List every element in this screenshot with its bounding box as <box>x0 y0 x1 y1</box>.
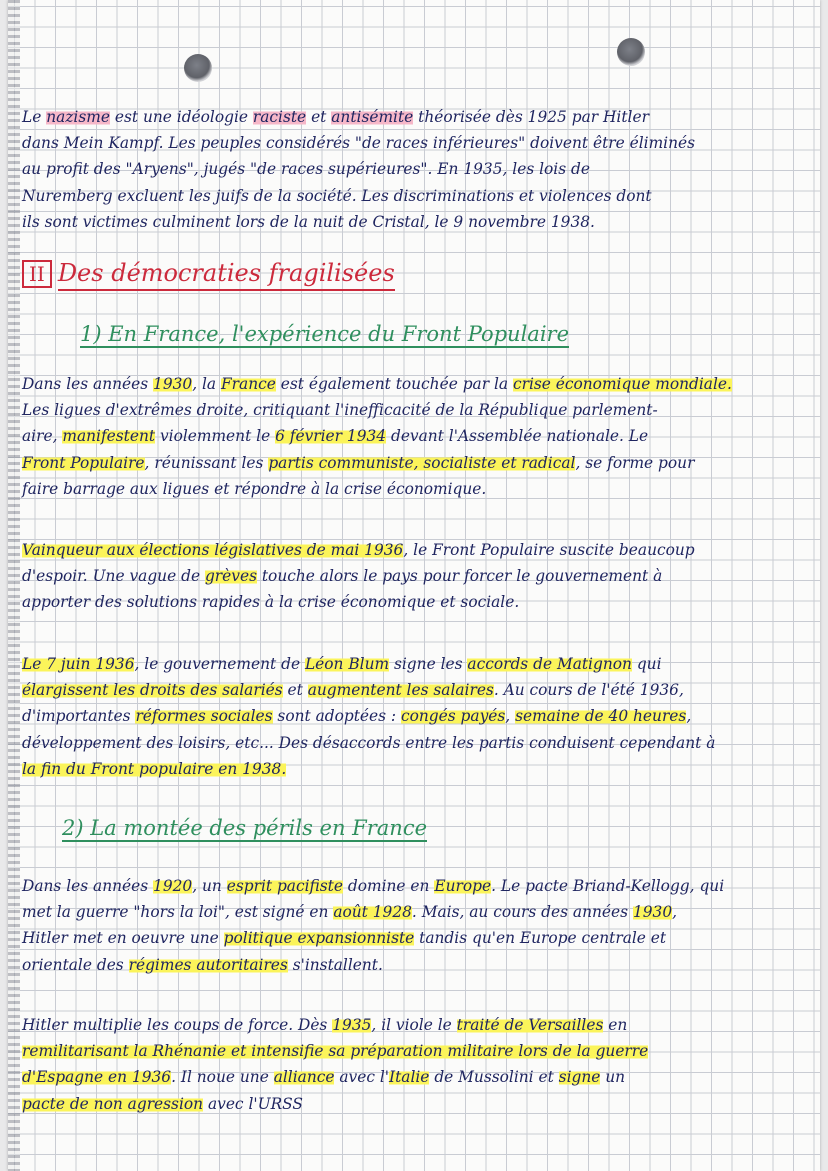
text-run: . Au cours de l'été 1936, <box>493 681 684 700</box>
yellow-highlight: 1920 <box>153 877 193 895</box>
yellow-highlight: Le 7 juin 1936 <box>22 655 135 673</box>
yellow-highlight: traité de Versailles <box>456 1016 604 1034</box>
text-line <box>22 925 724 951</box>
text-run: , il viole le <box>371 1016 457 1034</box>
yellow-highlight: esprit pacifiste <box>226 877 343 895</box>
text-run: ils sont victimes culminent lors de la nuit de Cristal, le 9 novembre 1938. <box>22 212 595 231</box>
text-line <box>22 450 732 476</box>
text-run: Le <box>22 108 47 126</box>
yellow-highlight: Front Populaire <box>22 453 145 472</box>
text-line <box>22 952 724 978</box>
text-line <box>22 873 724 899</box>
text-line <box>22 476 732 502</box>
yellow-highlight: augmentent les salaires <box>307 681 494 700</box>
text-run: Hitler met en oeuvre une <box>22 929 224 948</box>
text-line <box>22 563 695 589</box>
text-run: et <box>306 108 332 126</box>
yellow-highlight: la fin du Front populaire en 1938. <box>22 759 287 778</box>
text-line <box>22 677 715 703</box>
text-line <box>22 730 715 756</box>
pink-highlight: raciste <box>252 108 307 126</box>
yellow-highlight: semaine de 40 heures <box>515 707 687 726</box>
text-run: . Le pacte Briand-Kellogg, qui <box>491 877 725 895</box>
text-run: Hitler multiplie les coups de force. Dès <box>22 1016 333 1034</box>
text-run: développement des loisirs, etc... Des désaccords entre les partis conduisent cependant à <box>22 733 716 752</box>
text-run: faire barrage aux ligues et répondre à la crise économique. <box>22 479 487 498</box>
section-1-paragraph-3 <box>22 651 715 782</box>
text-run: tandis qu'en Europe centrale et <box>414 929 667 948</box>
yellow-highlight: d'Espagne en 1936 <box>22 1068 172 1087</box>
intro-paragraph <box>22 104 695 235</box>
text-line <box>22 1038 648 1064</box>
text-run: domine en <box>342 877 435 895</box>
text-run: Les ligues d'extrêmes droite, critiquant l'inefficacité de la République parlement- <box>22 401 658 420</box>
text-run: Dans les années <box>22 375 154 393</box>
section-1-paragraph-1 <box>22 371 732 502</box>
yellow-highlight: pacte de non agression <box>22 1094 204 1113</box>
yellow-highlight: Vainqueur aux élections législatives de mai 1936 <box>22 541 404 559</box>
section-2-paragraph-2 <box>22 1012 648 1117</box>
text-run: violemment le <box>155 427 276 446</box>
text-run: théorisée dès 1925 par Hitler <box>413 108 649 126</box>
text-run: sont adoptées : <box>272 707 401 726</box>
yellow-highlight: manifestent <box>62 427 156 446</box>
text-run: , la <box>192 375 221 393</box>
text-run: , le Front Populaire suscite beaucoup <box>403 541 695 559</box>
text-run: apporter des solutions rapides à la crise économique et sociale. <box>22 593 520 612</box>
page-content <box>8 0 820 1171</box>
text-run: signe les <box>389 655 468 673</box>
yellow-highlight: 1930 <box>632 903 673 922</box>
text-run: . Il noue une <box>171 1068 274 1087</box>
text-line <box>22 1064 648 1090</box>
yellow-highlight: réformes sociales <box>135 707 273 726</box>
text-run: , <box>505 707 516 726</box>
text-run: , réunissant les <box>144 453 269 472</box>
text-line <box>22 1012 648 1038</box>
section-1-heading <box>80 320 569 348</box>
text-line <box>22 130 695 156</box>
yellow-highlight: élargissent les droits des salariés <box>22 681 283 700</box>
notebook-page <box>8 0 820 1171</box>
text-run: qui <box>631 655 662 673</box>
yellow-highlight: Léon Blum <box>304 655 390 673</box>
yellow-highlight: partis communiste, socialiste et radical <box>268 453 576 472</box>
text-run: met la guerre "hors la loi", est signé en <box>22 903 334 922</box>
text-line <box>22 589 695 615</box>
yellow-highlight: Europe <box>434 877 492 895</box>
section-1-paragraph-2 <box>22 537 695 616</box>
text-run: avec l' <box>334 1068 390 1087</box>
yellow-highlight: accords de Matignon <box>467 655 632 673</box>
text-run: , un <box>192 877 227 895</box>
text-run: , <box>672 903 678 922</box>
text-run: est également touchée par la <box>275 375 513 393</box>
text-run: en <box>603 1016 628 1034</box>
text-line <box>22 651 715 677</box>
text-run: au profit des "Aryens", jugés "de races supérieures". En 1935, les lois de <box>22 160 590 179</box>
text-run: s'installent. <box>287 955 383 974</box>
yellow-highlight: 6 février 1934 <box>275 427 387 446</box>
text-run: et <box>282 681 308 700</box>
yellow-highlight: alliance <box>273 1068 335 1087</box>
text-line <box>22 104 695 130</box>
text-line <box>22 183 695 209</box>
text-run: , se forme pour <box>575 453 695 472</box>
text-line <box>22 397 732 423</box>
text-run: avec l'URSS <box>203 1094 303 1113</box>
yellow-highlight: régimes autoritaires <box>128 955 288 974</box>
text-line <box>22 756 715 782</box>
part-title: Des démocraties fragilisées <box>58 259 395 291</box>
text-line <box>22 371 732 397</box>
yellow-highlight: Italie <box>389 1068 430 1087</box>
text-run: est une idéologie <box>109 108 253 126</box>
text-run: . Mais, au cours des années <box>411 903 633 922</box>
yellow-highlight: 1935 <box>332 1016 372 1034</box>
section-2-paragraph-1 <box>22 873 724 978</box>
text-run: dans Mein Kampf. Les peuples considérés "de races inférieures" doivent être éliminés <box>22 134 696 153</box>
text-run: aire, <box>22 427 63 446</box>
yellow-highlight: politique expansionniste <box>223 929 415 948</box>
text-line <box>22 156 695 182</box>
text-line <box>22 703 715 729</box>
yellow-highlight: France <box>221 375 276 393</box>
pink-highlight: antisémite <box>331 108 414 126</box>
text-run: de Mussolini et <box>429 1068 559 1087</box>
yellow-highlight: crise économique mondiale. <box>512 375 732 393</box>
text-line <box>22 1091 648 1117</box>
text-run: un <box>600 1068 626 1087</box>
pink-highlight: nazisme <box>46 108 110 126</box>
section-2-title: 2) La montée des périls en France <box>62 816 428 840</box>
section-1-title: 1) En France, l'expérience du Front Populaire <box>80 322 569 346</box>
text-line <box>22 899 724 925</box>
yellow-highlight: août 1928 <box>333 903 412 922</box>
text-line <box>22 423 732 449</box>
yellow-highlight: grèves <box>204 567 257 586</box>
text-run: touche alors le pays pour forcer le gouvernement à <box>256 567 663 586</box>
yellow-highlight: signe <box>558 1068 601 1087</box>
part-heading <box>22 258 395 288</box>
text-run: Nuremberg excluent les juifs de la société. Les discriminations et violences dont <box>22 186 652 205</box>
text-run: , le gouvernement de <box>134 655 305 673</box>
text-run: Dans les années <box>22 877 154 895</box>
text-run: d'importantes <box>22 707 136 726</box>
text-line <box>22 537 695 563</box>
text-run: devant l'Assemblée nationale. Le <box>386 427 649 446</box>
text-run: d'espoir. Une vague de <box>22 567 205 586</box>
yellow-highlight: remilitarisant la Rhénanie et intensifie sa préparation militaire lors de la guerre <box>22 1042 649 1061</box>
yellow-highlight: 1930 <box>153 375 193 393</box>
text-run: , <box>686 707 692 726</box>
section-2-heading <box>62 814 427 842</box>
part-number: II <box>22 260 52 288</box>
yellow-highlight: congés payés <box>401 707 506 726</box>
text-run: orientale des <box>22 955 129 974</box>
text-line <box>22 209 695 235</box>
